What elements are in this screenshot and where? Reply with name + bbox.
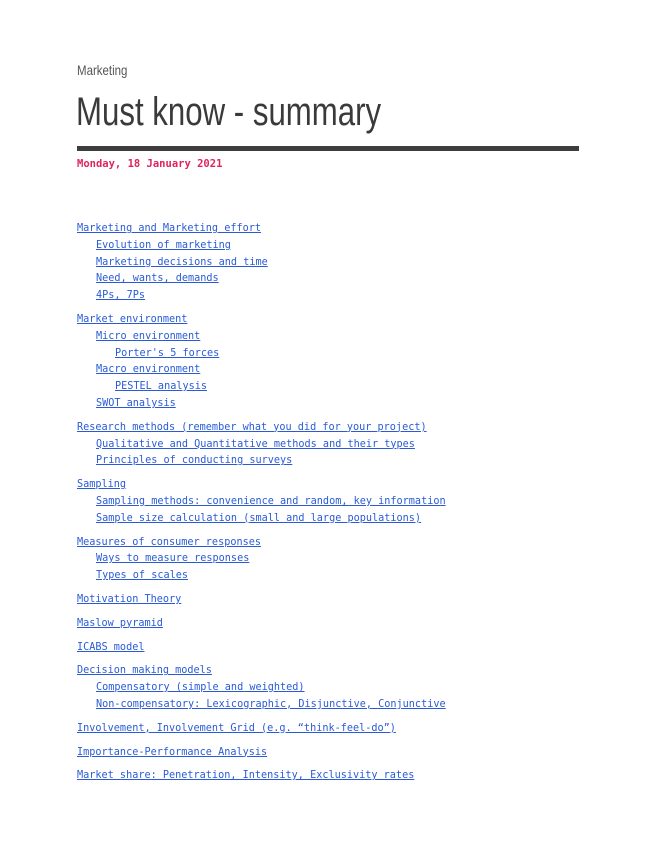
toc-section <box>77 592 579 609</box>
toc-section <box>77 312 579 413</box>
toc-link[interactable]: Marketing and Marketing effort <box>77 223 262 234</box>
toc-sublink[interactable]: Micro environment <box>96 330 201 342</box>
toc-link[interactable]: Importance-Performance Analysis <box>77 746 268 758</box>
toc-section <box>77 640 579 657</box>
toc-section <box>77 721 579 738</box>
toc-link[interactable]: Research methods (remember what you did for your project) <box>77 421 427 433</box>
toc-sublink[interactable]: Ways to measure responses <box>96 553 250 565</box>
toc-link[interactable]: ICABS model <box>77 641 145 653</box>
toc-link[interactable]: Market environment <box>77 313 188 325</box>
toc-link[interactable]: Sampling <box>77 479 127 491</box>
toc-sublink[interactable]: Types of scales <box>96 570 189 582</box>
toc-sublink[interactable]: Principles of conducting surveys <box>96 455 293 467</box>
toc-sublink[interactable]: Evolution of marketing <box>96 239 231 251</box>
toc-sublink[interactable]: Non-compensatory: Lexicographic, Disjunctive, Conjunctive <box>96 698 446 710</box>
toc-sublink[interactable]: Sampling methods: convenience and random, key information <box>96 495 446 507</box>
toc-link[interactable]: Maslow pyramid <box>77 617 163 629</box>
toc-section <box>77 221 579 305</box>
title-divider <box>77 146 579 151</box>
toc-section <box>77 420 579 470</box>
toc-link[interactable]: Measures of consumer responses <box>77 536 262 548</box>
toc-sublink[interactable]: 4Ps, 7Ps <box>96 290 146 302</box>
table-of-contents <box>77 221 579 792</box>
toc-sublink[interactable]: SWOT analysis <box>96 397 176 409</box>
toc-sublink[interactable]: Need, wants, demands <box>96 273 219 285</box>
toc-section <box>77 535 579 585</box>
toc-sublink[interactable]: Compensatory (simple and weighted) <box>96 682 305 694</box>
toc-subsublink[interactable]: PESTEL analysis <box>115 381 208 393</box>
toc-sublink[interactable]: Marketing decisions and time <box>96 256 268 268</box>
toc-link[interactable]: Motivation Theory <box>77 593 182 605</box>
toc-link[interactable]: Decision making models <box>77 665 212 677</box>
toc-sublink[interactable]: Sample size calculation (small and large populations) <box>96 512 422 524</box>
toc-subsublink[interactable]: Porter's 5 forces <box>115 347 220 359</box>
toc-section <box>77 616 579 633</box>
toc-sublink[interactable]: Qualitative and Quantitative methods and their types <box>96 438 415 450</box>
toc-sublink[interactable]: Macro environment <box>96 364 201 376</box>
page-title: Must know - summary <box>76 90 382 134</box>
toc-link[interactable]: Involvement, Involvement Grid (e.g. “think-feel-do”) <box>77 722 396 734</box>
notebook-category: Marketing <box>77 62 128 78</box>
toc-section <box>77 768 579 785</box>
toc-link[interactable]: Market share: Penetration, Intensity, Exclusivity rates <box>77 770 415 782</box>
page-date: Monday, 18 January 2021 <box>77 158 223 170</box>
toc-section <box>77 663 579 713</box>
toc-section <box>77 477 579 527</box>
toc-section <box>77 745 579 762</box>
